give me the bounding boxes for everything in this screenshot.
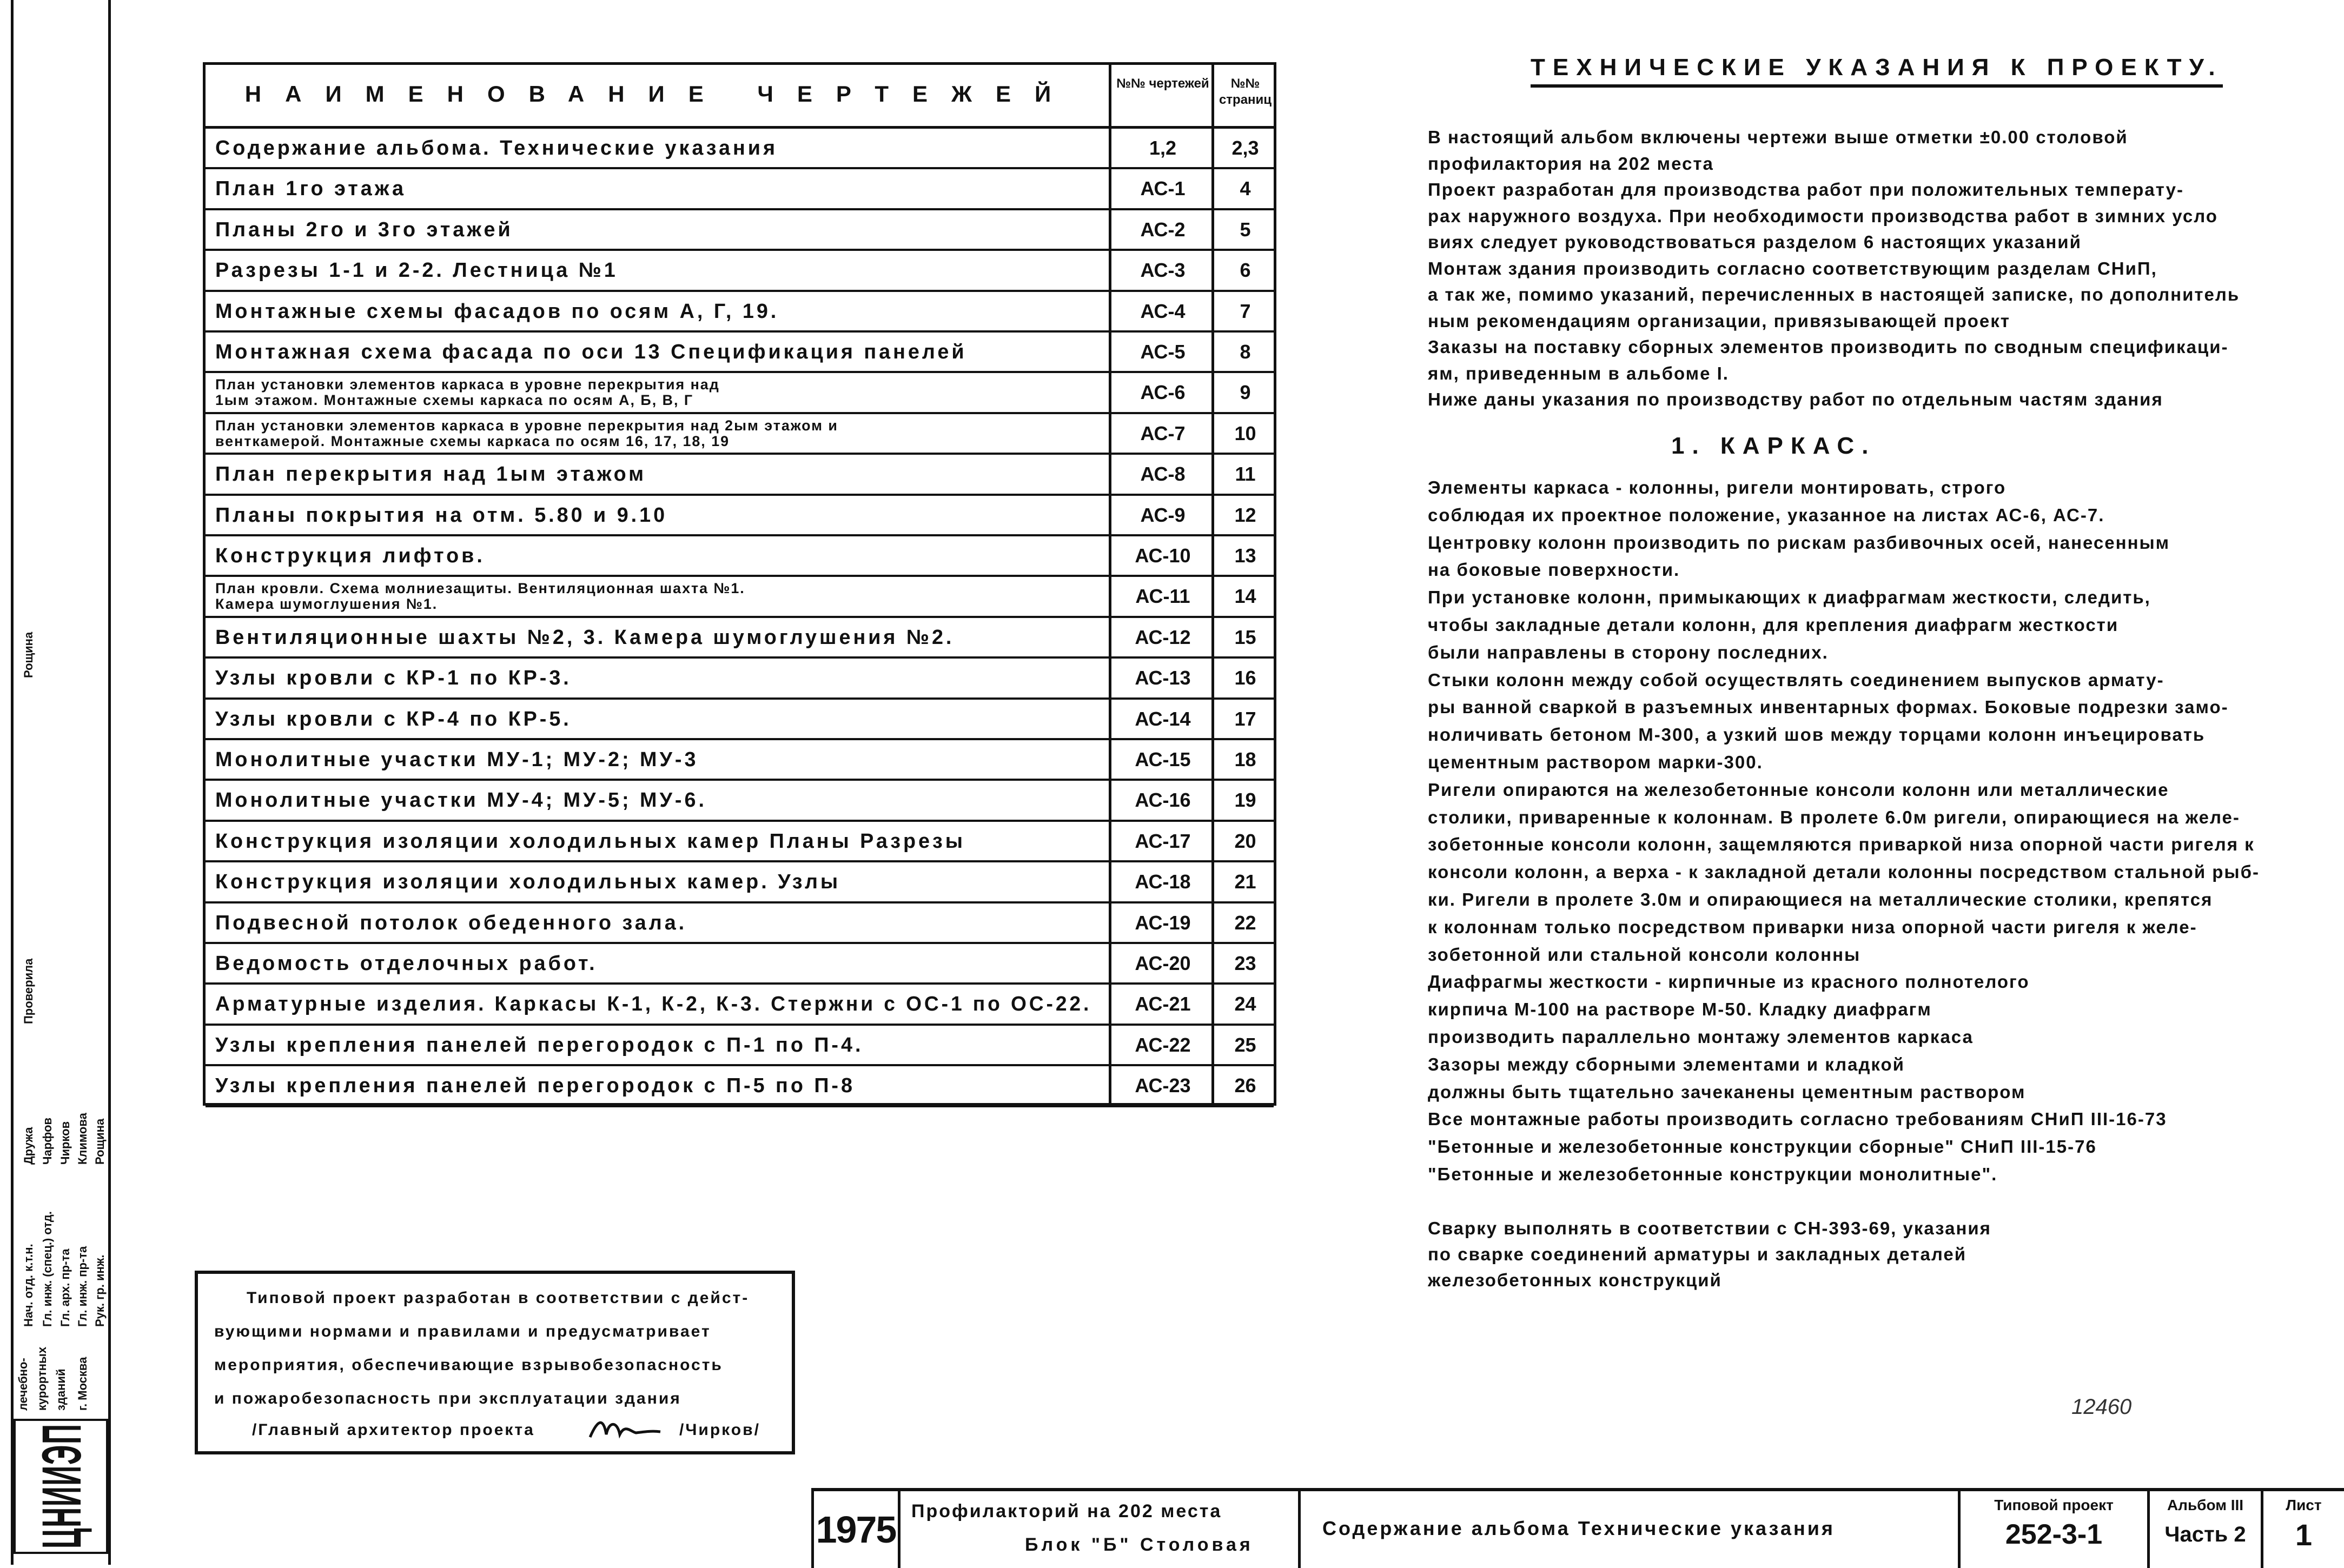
- drawing-code: АС-21: [1135, 993, 1191, 1015]
- checked-label: Проверила: [22, 958, 35, 1024]
- stamp-line: мероприятия, обеспечивающие взрывобезопасность: [214, 1356, 723, 1374]
- approval-stamp: [195, 1271, 795, 1454]
- album-cell: [2147, 1491, 2261, 1568]
- table-row: [206, 129, 1274, 169]
- note-line: ры ванной сваркой в разъемных инвентарных формах. Боковые подрезки замо-: [1428, 697, 2229, 717]
- note-line: консоли колонн, а верха - к закладной детали колонны посредством стальной рыб-: [1428, 862, 2260, 882]
- page-number: 8: [1240, 341, 1251, 363]
- page-number: 6: [1240, 259, 1251, 282]
- drawing-code: АС-5: [1140, 341, 1186, 363]
- drawing-name: [215, 903, 1097, 942]
- note-line: чтобы закладные детали колонн, для крепления диафрагм жесткости: [1428, 615, 2119, 635]
- drawing-code: АС-3: [1140, 259, 1186, 282]
- drawing-name: [215, 740, 1097, 779]
- drawing-name-line: венткамерой. Монтажные схемы каркаса по осям 16, 17, 18, 19: [215, 433, 730, 449]
- note-line: Заказы на поставку сборных элементов производить по сводным спецификаци-: [1428, 337, 2229, 357]
- drawing-name-line: Монолитные участки МУ-4; МУ-5; МУ-6.: [215, 789, 707, 812]
- staff-role: Рук. гр. инж.: [93, 1254, 107, 1327]
- drawing-name-line: Содержание альбома. Технические указания: [215, 137, 778, 160]
- note-line: соблюдая их проектное положение, указанное на листах АС-6, АС-7.: [1428, 504, 2105, 525]
- drawing-name: [215, 536, 1097, 575]
- table-row: [206, 292, 1274, 333]
- signature-scribble-icon: [587, 1416, 663, 1443]
- title-block: [811, 1488, 2344, 1568]
- drawing-code: 1,2: [1149, 137, 1177, 159]
- staff-role: Нач. отд. к.т.н.: [22, 1244, 35, 1327]
- note-line: а так же, помимо указаний, перечисленных в настоящей записке, по дополнитель: [1428, 284, 2240, 304]
- note-line: цементным раствором марки-300.: [1428, 752, 1763, 772]
- table-row: [206, 536, 1274, 577]
- drawing-code: АС-10: [1135, 544, 1191, 567]
- column-header-name: НАИМЕНОВАНИЕ ЧЕРТЕЖЕЙ: [244, 81, 1075, 107]
- page-number: 22: [1234, 911, 1256, 934]
- drawing-code: АС-19: [1135, 911, 1191, 934]
- drawing-name: [215, 169, 1097, 208]
- page-number: 12: [1234, 503, 1256, 526]
- note-line: В настоящий альбом включены чертежи выше отметки ±0.00 столовой: [1428, 127, 2128, 147]
- page-number: 18: [1234, 748, 1256, 770]
- table-row: [206, 700, 1274, 740]
- drawing-code: АС-13: [1135, 667, 1191, 689]
- drawing-name: [215, 781, 1097, 820]
- drawing-name-line: Планы 2го и 3го этажей: [215, 218, 513, 241]
- note-line: ным рекомендациям организации, привязывающей проект: [1428, 310, 2010, 331]
- album-label: Альбом III: [2167, 1497, 2244, 1513]
- drawings-index-table: [203, 62, 1276, 1106]
- project-label: Типовой проект: [1994, 1497, 2114, 1513]
- page-number: 24: [1234, 993, 1256, 1015]
- page-number: 4: [1240, 177, 1251, 200]
- drawing-code: АС-6: [1140, 381, 1186, 404]
- note-line: производить параллельно монтажу элементов каркаса: [1428, 1027, 1974, 1047]
- drawing-name: [215, 985, 1097, 1024]
- year-cell: [811, 1491, 898, 1568]
- drawing-code: АС-14: [1135, 707, 1191, 730]
- drawing-name: [215, 1026, 1097, 1065]
- drawing-name: [215, 129, 1097, 168]
- note-line: к колоннам только посредством приварки низа опорной части ригеля к желе-: [1428, 916, 2197, 937]
- page-number: 26: [1234, 1074, 1256, 1097]
- year: 1975: [816, 1509, 896, 1551]
- staff-name: Рощина: [93, 1118, 107, 1165]
- note-line: виях следует руководствоваться разделом 6 настоящих указаний: [1428, 232, 2082, 252]
- table-row: [206, 740, 1274, 781]
- staff-role: Гл. арх. пр-та: [58, 1248, 72, 1327]
- note-line: Проект разработан для производства работ при положительных температу-: [1428, 180, 2184, 200]
- page-number: 16: [1234, 667, 1256, 689]
- note-line: рах наружного воздуха. При необходимости производства работ в зимних усло: [1428, 205, 2218, 226]
- note-line: "Бетонные и железобетонные конструкции сборные" СНиП III-15-76: [1428, 1137, 2097, 1157]
- signature-label: /Главный архитектор проекта: [252, 1421, 535, 1439]
- drawing-name-line: Узлы крепления панелей перегородок с П-5 по П-8: [215, 1074, 855, 1098]
- page-number: 21: [1234, 871, 1256, 893]
- note-line: Монтаж здания производить согласно соответствующим разделам СНиП,: [1428, 258, 2157, 278]
- table-row: [206, 1026, 1274, 1066]
- note-line: Все монтажные работы производить согласно требованиям СНиП III-16-73: [1428, 1109, 2167, 1130]
- drawing-name-line: План 1го этажа: [215, 177, 406, 201]
- stamp-line: вующими нормами и правилами и предусматривает: [214, 1323, 711, 1340]
- note-line: должны быть тщательно зачеканены цементным раствором: [1428, 1081, 2026, 1102]
- drawing-name-line: Монолитные участки МУ-1; МУ-2; МУ-3: [215, 748, 699, 771]
- page-number: 17: [1234, 707, 1256, 730]
- note-line: зобетонной или стальной консоли колонны: [1428, 944, 1861, 965]
- drawing-name: [215, 1066, 1097, 1105]
- section-title: 1. КАРКАС.: [1671, 433, 1876, 459]
- note-line: Стыки колонн между собой осуществлять соединением выпусков армату-: [1428, 669, 2164, 690]
- drawing-name: [215, 700, 1097, 739]
- sheet-title-cell: [1298, 1491, 1958, 1568]
- table-row: [206, 985, 1274, 1025]
- note-line: на боковые поверхности.: [1428, 560, 1680, 580]
- drawing-name-line: Конструкция лифтов.: [215, 544, 485, 567]
- drawing-code: АС-4: [1140, 300, 1186, 322]
- page-number: 20: [1234, 829, 1256, 852]
- table-row: [206, 577, 1274, 617]
- note-line: были направлены в сторону последних.: [1428, 642, 1829, 662]
- org-logo-text: ЦНИИЭП: [30, 1423, 93, 1549]
- sheet-title: Содержание альбома Технические указания: [1322, 1517, 1835, 1539]
- drawing-name: [215, 292, 1097, 331]
- page-number: 14: [1234, 585, 1256, 608]
- drawing-code: АС-12: [1135, 626, 1191, 648]
- org-line: лечебно-: [16, 1358, 30, 1411]
- drawing-name-line: Конструкция изоляции холодильных камер Планы Разрезы: [215, 829, 965, 853]
- drawing-name: [215, 618, 1097, 657]
- note-line: ям, приведенным в альбоме I.: [1428, 363, 1729, 383]
- note-line: Диафрагмы жесткости - кирпичные из красного полнотелого: [1428, 972, 2030, 992]
- table-header: [206, 65, 1274, 129]
- stamp-line: и пожаробезопасность при эксплуатации здания: [214, 1390, 681, 1407]
- page-number: 23: [1234, 952, 1256, 974]
- drawing-name: [215, 333, 1097, 371]
- sheet-number: 1: [2295, 1518, 2313, 1552]
- drawing-name: [215, 862, 1097, 901]
- drawing-name-line: Разрезы 1-1 и 2-2. Лестница №1: [215, 259, 618, 282]
- table-row: [206, 414, 1274, 455]
- table-row: [206, 333, 1274, 373]
- drawing-name-line: Подвесной потолок обеденного зала.: [215, 911, 687, 934]
- note-line: ноличивать бетоном М-300, а узкий шов между торцами колонн инъецировать: [1428, 725, 2206, 745]
- sheet-cell: [2261, 1491, 2344, 1568]
- drawing-name: [215, 251, 1097, 290]
- staff-name: Чирков: [58, 1121, 72, 1165]
- column-header-drawing-no: №№ чертежей: [1116, 76, 1209, 91]
- drawing-name-line: План установки элементов каркаса в уровне перекрытия над 2ым этажом и: [215, 417, 838, 434]
- notes-title: ТЕХНИЧЕСКИЕ УКАЗАНИЯ К ПРОЕКТУ.: [1531, 54, 2223, 88]
- note-line: ки. Ригели в пролете 3.0м и опирающиеся на металлические столики, крепятся: [1428, 889, 2213, 909]
- table-row: [206, 210, 1274, 251]
- drawing-code: АС-7: [1140, 422, 1186, 444]
- drawing-name: [215, 496, 1097, 535]
- staff-name: Дружа: [22, 1127, 35, 1165]
- drawing-code: АС-17: [1135, 829, 1191, 852]
- drawing-code: АС-8: [1140, 463, 1186, 486]
- org-logo: [14, 1419, 108, 1554]
- drawing-name: [215, 822, 1097, 861]
- note-line: Сварку выполнять в соответствии с СН-393-69, указания: [1428, 1218, 1991, 1238]
- drawing-name: [215, 210, 1097, 249]
- drawing-code: АС-2: [1140, 218, 1186, 241]
- staff-name: Чарфов: [41, 1117, 54, 1165]
- note-line: железобетонных конструкций: [1428, 1270, 1722, 1290]
- project-cell: [1958, 1491, 2147, 1568]
- signature-name: /Чирков/: [679, 1421, 760, 1439]
- object-line-1: Профилакторий на 202 места: [911, 1501, 1222, 1522]
- note-line: Элементы каркаса - колонны, ригели монтировать, строго: [1428, 477, 2007, 497]
- drawing-name-line: Конструкция изоляции холодильных камер. Узлы: [215, 871, 841, 894]
- drawing-name-line: Узлы кровли с КР-4 по КР-5.: [215, 707, 572, 730]
- drawing-name-line: План кровли. Схема молниезащиты. Вентиляционная шахта №1.: [215, 580, 745, 597]
- drawing-name: [215, 659, 1097, 697]
- note-line: зобетонные консоли колонн, защемляются приваркой низа опорной части ригеля к: [1428, 834, 2255, 855]
- drawing-name-line: План установки элементов каркаса в уровне перекрытия над: [215, 376, 720, 393]
- page-number: 5: [1240, 218, 1251, 241]
- note-line: по сварке соединений арматуры и закладных деталей: [1428, 1244, 1967, 1264]
- checked-name: Рощина: [22, 632, 35, 678]
- drawing-name-line: Ведомость отделочных работ.: [215, 952, 598, 975]
- page-number: 13: [1234, 544, 1256, 567]
- table-row: [206, 496, 1274, 536]
- drawing-code: АС-16: [1135, 789, 1191, 812]
- note-line: "Бетонные и железобетонные конструкции монолитные".: [1428, 1164, 1998, 1184]
- table-row: [206, 822, 1274, 862]
- drawing-name-line: Планы покрытия на отм. 5.80 и 9.10: [215, 503, 668, 527]
- drawing-name: [215, 577, 1097, 616]
- table-row: [206, 618, 1274, 659]
- archive-number: 12460: [2071, 1395, 2132, 1419]
- note-line: Ниже даны указания по производству работ по отдельным частям здания: [1428, 389, 2163, 409]
- page-number: 10: [1234, 422, 1256, 444]
- drawing-name-line: Камера шумоглушения №1.: [215, 596, 438, 613]
- drawing-name-line: 1ым этажом. Монтажные схемы каркаса по осям А, Б, В, Г: [215, 392, 694, 409]
- drawing-name: [215, 455, 1097, 494]
- page-number: 11: [1235, 463, 1256, 486]
- page-number: 2,3: [1231, 137, 1259, 159]
- column-header-page-no: №№ страниц: [1219, 76, 1272, 107]
- table-row: [206, 659, 1274, 699]
- table-row: [206, 251, 1274, 291]
- sheet-label: Лист: [2286, 1497, 2322, 1513]
- drawing-name-line: Узлы кровли с КР-1 по КР-3.: [215, 667, 572, 690]
- note-line: Зазоры между сборными элементами и кладкой: [1428, 1054, 1905, 1074]
- drawing-name-line: Арматурные изделия. Каркасы К-1, К-2, К-3. Стержни с ОС-1 по ОС-22.: [215, 993, 1092, 1016]
- table-row: [206, 373, 1274, 414]
- org-line: курортных: [35, 1346, 49, 1411]
- drawing-code: АС-23: [1135, 1074, 1191, 1097]
- drawing-name-line: Вентиляционные шахты №2, 3. Камера шумоглушения №2.: [215, 626, 955, 649]
- page-number: 7: [1240, 300, 1251, 322]
- drawing-code: АС-15: [1135, 748, 1191, 770]
- drawing-name: [215, 944, 1097, 983]
- page-number: 19: [1234, 789, 1256, 812]
- drawing-code: АС-20: [1135, 952, 1191, 974]
- drawing-name: [215, 373, 1097, 412]
- staff-role: Гл. инж. пр-та: [76, 1246, 89, 1327]
- side-stamp-strip: [0, 0, 124, 1565]
- page-number: 15: [1234, 626, 1256, 648]
- table-row: [206, 862, 1274, 903]
- drawing-code: АС-11: [1135, 585, 1190, 608]
- table-row: [206, 944, 1274, 985]
- note-line: столики, приваренные к колоннам. В пролете 6.0м ригели, опирающиеся на желе-: [1428, 807, 2240, 827]
- object-line-2: Блок "Б" Столовая: [1025, 1534, 1254, 1555]
- note-line: Центровку колонн производить по рискам разбивочных осей, нанесенным: [1428, 532, 2170, 553]
- drawing-code: АС-9: [1140, 503, 1186, 526]
- object-cell: [898, 1491, 1298, 1568]
- table-row: [206, 169, 1274, 210]
- staff-name: Климова: [76, 1113, 89, 1165]
- drawing-name: [215, 414, 1097, 453]
- staff-role: Гл. инж. (спец.) отд.: [41, 1211, 54, 1327]
- drawing-name-line: Узлы крепления панелей перегородок с П-1 по П-4.: [215, 1033, 864, 1057]
- drawing-name-line: Монтажные схемы фасадов по осям А, Г, 19.: [215, 300, 779, 323]
- drawing-name-line: Монтажная схема фасада по оси 13 Спецификация панелей: [215, 341, 967, 363]
- drawing-code: АС-22: [1135, 1033, 1191, 1056]
- page-number: 25: [1234, 1033, 1256, 1056]
- table-row: [206, 455, 1274, 495]
- drawing-code: АС-1: [1140, 177, 1186, 200]
- drawing-name-line: План перекрытия над 1ым этажом: [215, 463, 647, 486]
- note-line: При установке колонн, примыкающих к диафрагмам жесткости, следить,: [1428, 587, 2151, 608]
- note-line: Ригели опираются на железобетонные консоли колонн или металлические: [1428, 779, 2169, 800]
- note-line: кирпича М-100 на растворе М-50. Кладку диафрагм: [1428, 999, 1932, 1020]
- table-row: [206, 1066, 1274, 1107]
- org-line: г. Москва: [76, 1357, 89, 1411]
- project-number: 252-3-1: [2005, 1519, 2103, 1550]
- note-line: профилактория на 202 места: [1428, 153, 1714, 174]
- org-line: зданий: [54, 1368, 68, 1411]
- stamp-line: Типовой проект разработан в соответствии с дейст-: [247, 1289, 750, 1307]
- table-row: [206, 781, 1274, 821]
- table-row: [206, 903, 1274, 944]
- page-number: 9: [1240, 381, 1251, 404]
- drawing-code: АС-18: [1135, 871, 1191, 893]
- album-part: Часть 2: [2164, 1523, 2246, 1546]
